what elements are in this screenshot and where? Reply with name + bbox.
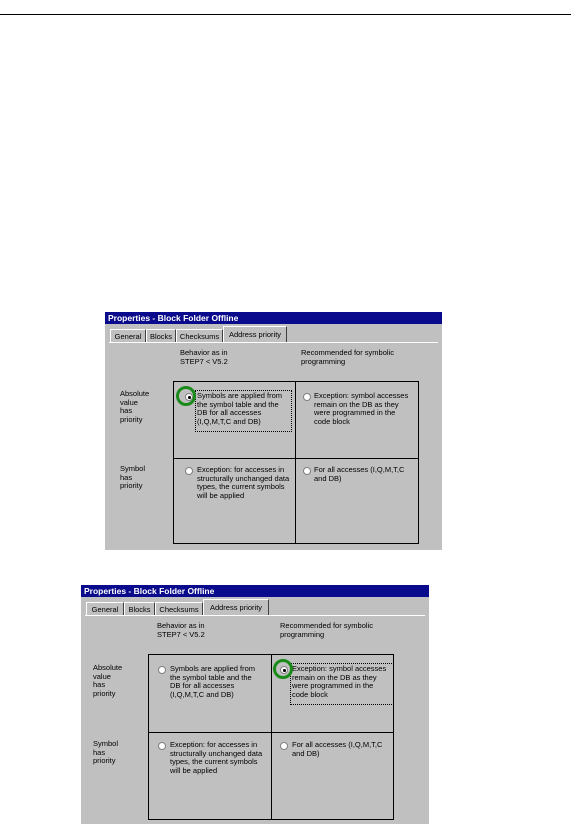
option-label-all-accesses: For all accesses (I,Q,M,T,C and DB)	[292, 740, 383, 758]
tab-panel-address-priority	[109, 342, 438, 550]
row-label-absolute: Absolute value has priority	[93, 663, 123, 698]
column-header-behavior: Behavior as in STEP7 < V5.2	[157, 621, 205, 639]
grid-column-divider	[295, 381, 296, 544]
properties-dialog-1	[105, 312, 442, 550]
column-header-behavior: Behavior as in STEP7 < V5.2	[180, 348, 228, 366]
grid-column-divider	[271, 654, 272, 820]
grid-row-divider	[173, 458, 419, 459]
row-label-symbol: Symbol has priority	[120, 464, 146, 490]
tab-panel-address-priority	[85, 615, 425, 824]
radio-all-accesses[interactable]	[280, 742, 288, 750]
radio-all-accesses[interactable]	[303, 467, 311, 475]
option-label-exception-db: Exception: symbol accesses remain on the DB as they were programmed in the code block	[292, 664, 387, 699]
highlight-circle	[273, 659, 293, 679]
tab-checksums[interactable]: Checksums	[176, 329, 223, 342]
radio-exception-data-types[interactable]	[158, 742, 166, 750]
option-label-exception-db: Exception: symbol accesses remain on the DB as they were programmed in the code block	[314, 391, 409, 426]
properties-dialog-2	[81, 585, 429, 824]
option-label-symbols-applied: Symbols are applied from the symbol table and the DB for all accesses (I,Q,M,T,C and DB)	[170, 664, 256, 699]
option-label-all-accesses: For all accesses (I,Q,M,T,C and DB)	[314, 465, 405, 483]
option-label-exception-data-types: Exception: for accesses in structurally unchanged data types, the current symbols will be applied	[197, 465, 290, 500]
grid-row-divider	[148, 732, 394, 733]
tab-blocks[interactable]: Blocks	[146, 329, 176, 342]
dialog-titlebar: Properties - Block Folder Offline	[81, 585, 429, 597]
dialog-titlebar: Properties - Block Folder Offline	[105, 312, 442, 324]
row-label-absolute: Absolute value has priority	[120, 389, 150, 424]
tab-address-priority[interactable]: Address priority	[223, 326, 287, 342]
radio-symbols-applied[interactable]	[158, 666, 166, 674]
option-label-exception-data-types: Exception: for accesses in structurally unchanged data types, the current symbols will be applied	[170, 740, 263, 775]
page-top-rule	[0, 14, 571, 15]
tab-general[interactable]: General	[110, 329, 146, 342]
column-header-recommended: Recommended for symbolic programming	[280, 621, 373, 639]
option-label-symbols-applied: Symbols are applied from the symbol table and the DB for all accesses (I,Q,M,T,C and DB)	[197, 391, 283, 426]
highlight-circle	[176, 386, 196, 406]
row-label-symbol: Symbol has priority	[93, 739, 119, 765]
radio-exception-data-types[interactable]	[185, 467, 193, 475]
tab-address-priority[interactable]: Address priority	[203, 599, 269, 615]
tab-checksums[interactable]: Checksums	[155, 602, 203, 615]
tab-blocks[interactable]: Blocks	[124, 602, 155, 615]
radio-exception-db[interactable]	[303, 393, 311, 401]
column-header-recommended: Recommended for symbolic programming	[301, 348, 394, 366]
tab-general[interactable]: General	[86, 602, 124, 615]
